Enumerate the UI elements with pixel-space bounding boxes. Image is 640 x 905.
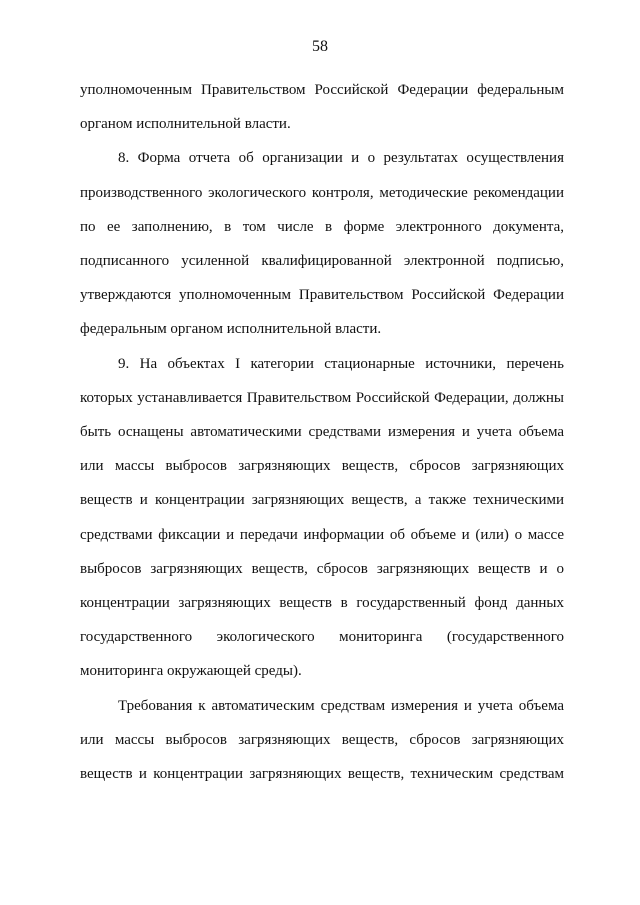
- paragraph-9: [80, 347, 564, 689]
- text-line: 8. Форма отчета об организации и о результатах осуществления: [118, 150, 564, 167]
- text-line: утверждаются уполномоченным Правительством Российской Федерации: [80, 287, 564, 304]
- text-line: веществ и концентрации загрязняющих веществ, а также техническими: [80, 492, 564, 509]
- paragraph-requirements: [80, 689, 564, 792]
- document-body: [80, 73, 564, 791]
- paragraph-8: [80, 141, 564, 346]
- text-line: федеральным органом исполнительной власти.: [80, 321, 382, 338]
- text-line: веществ и концентрации загрязняющих веществ, техническим средствам: [80, 766, 564, 783]
- text-line: подписанного усиленной квалифицированной электронной подписью,: [80, 253, 564, 270]
- text-line: или массы выбросов загрязняющих веществ, сбросов загрязняющих: [80, 731, 564, 748]
- text-line: концентрации загрязняющих веществ в государственный фонд данных: [80, 595, 564, 612]
- text-line: уполномоченным Правительством Российской Федерации федеральным: [80, 82, 564, 98]
- text-line: выбросов загрязняющих веществ, сбросов загрязняющих веществ и о: [80, 560, 564, 577]
- text-line: производственного экологического контроля, методические рекомендации: [80, 184, 564, 201]
- text-line: мониторинга окружающей среды).: [80, 663, 302, 680]
- text-line: 9. На объектах I категории стационарные источники, перечень: [118, 355, 564, 372]
- text-line: или массы выбросов загрязняющих веществ, сбросов загрязняющих: [80, 458, 564, 475]
- page-number: 58: [312, 38, 328, 55]
- paragraph-continuation: [80, 73, 564, 141]
- text-line: по ее заполнению, в том числе в форме электронного документа,: [80, 218, 564, 235]
- text-line: Требования к автоматическим средствам измерения и учета объема: [118, 697, 564, 714]
- text-line: органом исполнительной власти.: [80, 116, 291, 133]
- text-line: которых устанавливается Правительством Российской Федерации, должны: [80, 389, 564, 406]
- text-line: средствами фиксации и передачи информации об объеме и (или) о массе: [80, 526, 564, 543]
- text-line: быть оснащены автоматическими средствами измерения и учета объема: [80, 424, 564, 441]
- text-line: государственного экологического мониторинга (государственного: [80, 629, 564, 646]
